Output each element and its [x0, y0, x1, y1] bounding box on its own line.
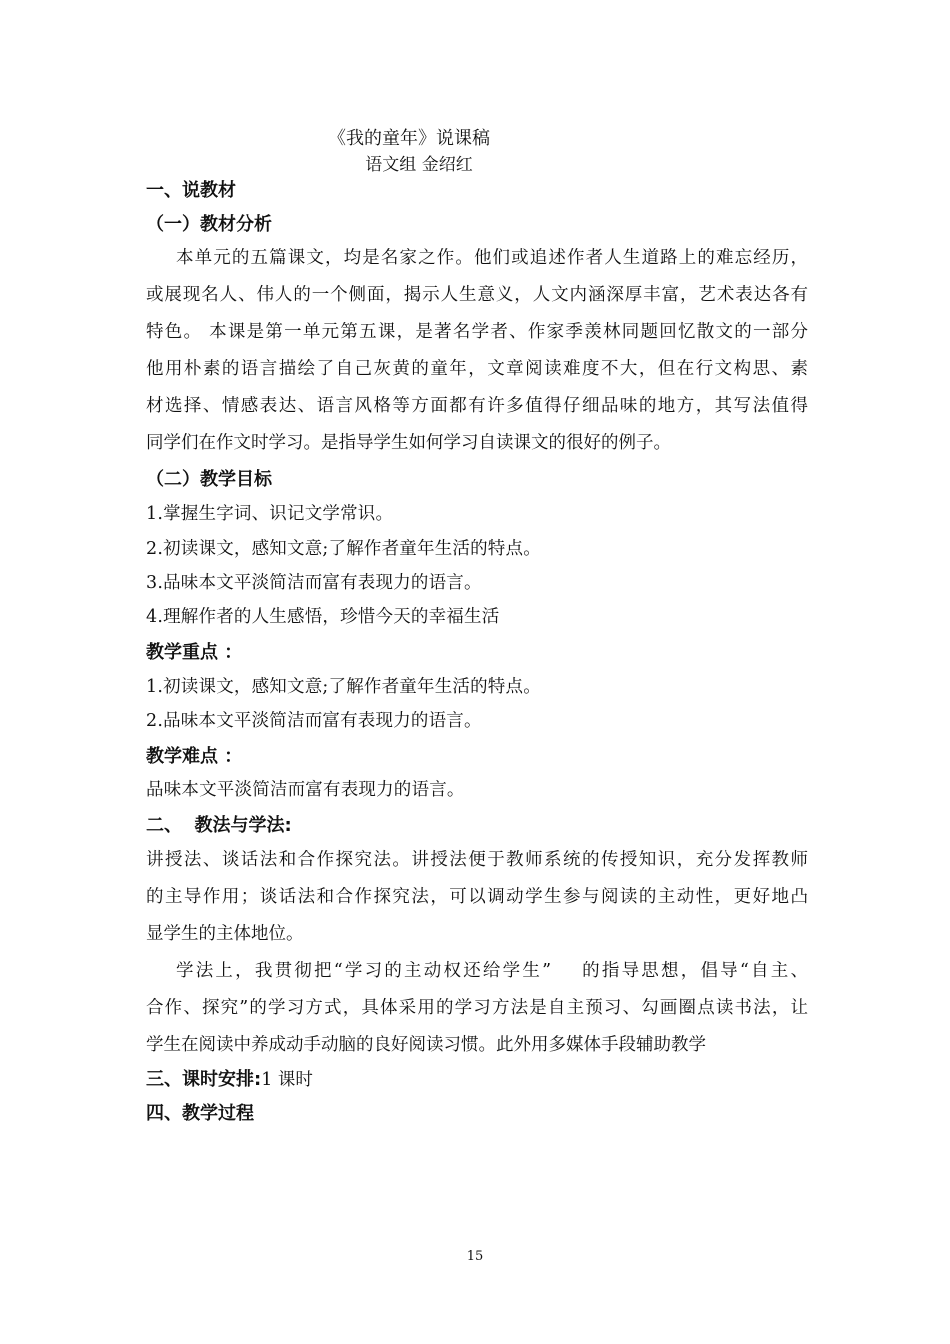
goal-3: 3.品味本文平淡简洁而富有表现力的语言。: [146, 573, 482, 593]
keypoint-1: 1.初读课文，感知文意;了解作者童年生活的特点。: [146, 677, 541, 697]
document-author: 语文组 金绍红: [365, 155, 473, 175]
analysis-line-1: 本单元的五篇课文，均是名家之作。他们或追述作者人生道路上的难忘经历，: [176, 248, 808, 268]
difficulty-text: 品味本文平淡简洁而富有表现力的语言。: [146, 780, 465, 800]
analysis-line-6: 同学们在作文时学习。是指导学生如何学习自读课文的很好的例子。: [146, 433, 671, 453]
analysis-line-4: 他用朴素的语言描绘了自己灰黄的童年，文章阅读难度不大，但在行文构思、素: [146, 359, 808, 379]
keypoint-2: 2.品味本文平淡简洁而富有表现力的语言。: [146, 711, 482, 731]
method-line-2: 的主导作用；谈话法和合作探究法，可以调动学生参与阅读的主动性，更好地凸: [146, 887, 808, 907]
section1-heading: 一、说教材: [146, 180, 236, 201]
analysis-line-2: 或展现名人、伟人的一个侧面，揭示人生意义，人文内涵深厚丰富，艺术表达各有: [146, 285, 808, 305]
section4-heading: 四、教学过程: [146, 1103, 254, 1124]
section3-heading: 三、课时安排:: [146, 1069, 262, 1090]
goal-2: 2.初读课文，感知文意;了解作者童年生活的特点。: [146, 539, 541, 559]
study-line-1: 学法上，我贯彻把“学习的主动权还给学生” 的指导思想，倡导“自主、: [176, 961, 808, 981]
sub2-heading: （二）教学目标: [146, 469, 272, 490]
difficulty-heading: 教学难点 ：: [146, 746, 243, 767]
section2-heading: 二、 教法与学法:: [146, 815, 292, 836]
method-line-3: 显学生的主体地位。: [146, 924, 304, 944]
sub1-heading: （一）教材分析: [146, 214, 272, 235]
goal-1: 1.掌握生字词、识记文学常识。: [146, 504, 394, 524]
study-line-3: 学生在阅读中养成动手动脑的良好阅读习惯。此外用多媒体手段辅助教学: [146, 1035, 706, 1055]
keypoints-heading: 教学重点 ：: [146, 642, 243, 663]
study-line-2: 合作、探究”的学习方式，具体采用的学习方法是自主预习、勾画圈点读书法，让: [146, 998, 808, 1018]
section3-row: [146, 1065, 313, 1091]
analysis-line-3: 特色。 本课是第一单元第五课，是著名学者、作家季羡林同题回忆散文的一部分: [146, 322, 808, 342]
section3-value: 1 课时: [261, 1070, 313, 1090]
goal-4: 4.理解作者的人生感悟，珍惜今天的幸福生活: [146, 607, 500, 627]
analysis-line-5: 材选择、情感表达、语言风格等方面都有许多值得仔细品味的地方，其写法值得: [146, 396, 808, 416]
page-number: 15: [466, 1249, 484, 1264]
method-line-1: 讲授法、谈话法和合作探究法。讲授法便于教师系统的传授知识，充分发挥教师: [146, 850, 808, 870]
document-title: 《我的童年》说课稿: [328, 128, 490, 149]
